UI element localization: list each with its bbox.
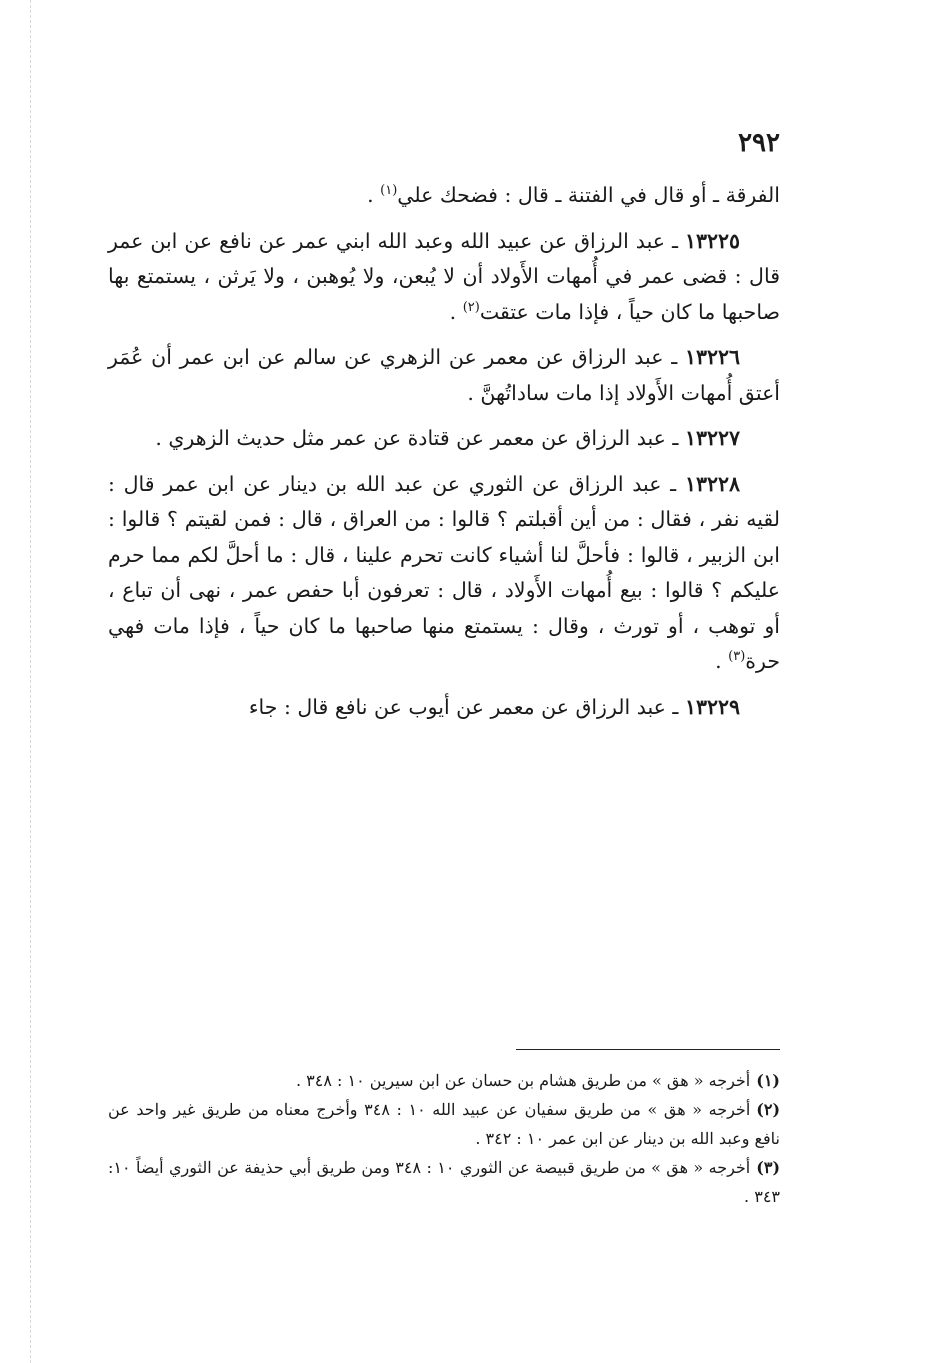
paragraph-text: ـ عبد الرزاق عن الثوري عن عبد الله بن دينار عن ابن عمر قال : لقيه نفر ، فقال : من أين أقبلتم ؟ قالوا : من العراق ، قال : فمن لقيتم ؟ قالوا : ابن الزبير ، قالوا : فأحلَّ لنا أشياء كانت تحرم علينا ، قال : ما أحلَّ لكم مما حرم عليكم ؟ قالوا : بيع أُمهات الأَولاد ، قال : تعرفون أبا حفص عمر ، نهى أن تباع ، أو توهب ، أو تورث ، وقال : يستمتع منها صاحبها ما كان حياً ، فإذا مات فهي حرة xyxy=(108,471,780,673)
hadith-paragraph xyxy=(108,340,780,411)
hadith-number: ١٣٢٢٩ xyxy=(684,694,740,719)
footnote-text: أخرجه « هق » من طريق سفيان عن عبيد الله ١٠ : ٣٤٨ وأخرج معناه من طريق غير واحد عن نافع وعبد الله بن دينار عن ابن عمر ١٠ : ٣٤٢ . xyxy=(108,1100,780,1148)
hadith-number: ١٣٢٢٦ xyxy=(684,345,740,369)
scan-edge-line xyxy=(30,0,31,1363)
footnote-ref[interactable]: (٣) xyxy=(728,649,746,665)
footnote-number: (٢) xyxy=(756,1100,781,1119)
hadith-number: ١٣٢٢٨ xyxy=(684,471,740,496)
paragraph-text: ـ عبد الرزاق عن معمر عن قتادة عن عمر مثل حديث الزهري . xyxy=(155,426,685,450)
footnote-text: أخرجه « هق » من طريق قبيصة عن الثوري ١٠ : ٣٤٨ ومن طريق أبي حذيفة عن الثوري أيضاً ١٠: ٣٤٣ . xyxy=(108,1158,780,1206)
hadith-number: ١٣٢٢٧ xyxy=(684,426,740,450)
paragraph-tail: . xyxy=(715,649,729,673)
page-number: ٢٩٢ xyxy=(738,128,780,158)
hadith-paragraph xyxy=(108,421,780,457)
hadith-paragraph xyxy=(108,224,780,331)
footnote-divider xyxy=(516,1049,780,1050)
paragraph-tail: . xyxy=(449,299,463,324)
footnote-item xyxy=(108,1066,780,1095)
footnote-number: (١) xyxy=(756,1071,780,1090)
hadith-paragraph xyxy=(108,467,780,680)
footnote-ref[interactable]: (١) xyxy=(380,183,398,199)
paragraph-text: الفرقة ـ أو قال في الفتنة ـ قال : فضحك علي xyxy=(397,183,780,207)
paragraph-text: ـ عبد الرزاق عن عبيد الله وعبد الله ابني عمر عن نافع عن ابن عمر قال : قضى عمر في أُمهات الأَولاد أن لا يُبعن، ولا يُوهبن ، ولا يَرثن ، يستمتع بها صاحبها ما كان حياً ، فإذا مات عتقت xyxy=(108,228,780,324)
hadith-number: ١٣٢٢٥ xyxy=(684,228,740,253)
footnote-ref[interactable]: (٢) xyxy=(462,299,480,315)
footnotes xyxy=(108,1066,780,1211)
footnote-item xyxy=(108,1095,780,1153)
paragraph-continuation xyxy=(108,178,780,214)
paragraph-text: ـ عبد الرزاق عن معمر عن الزهري عن سالم عن ابن عمر أن عُمَر أعتق أُمهات الأَولاد إذا مات ساداتُهنَّ . xyxy=(108,345,780,405)
hadith-paragraph xyxy=(108,690,780,726)
paragraph-text: ـ عبد الرزاق عن معمر عن أيوب عن نافع قال : جاء xyxy=(248,694,685,719)
footnote-number: (٣) xyxy=(756,1158,781,1177)
book-page xyxy=(108,0,780,1363)
paragraph-tail: . xyxy=(367,183,381,207)
footnote-item xyxy=(108,1153,780,1211)
footnote-text: أخرجه « هق » من طريق هشام بن حسان عن ابن سيرين ١٠ : ٣٤٨ . xyxy=(296,1071,751,1090)
main-text xyxy=(108,178,780,735)
